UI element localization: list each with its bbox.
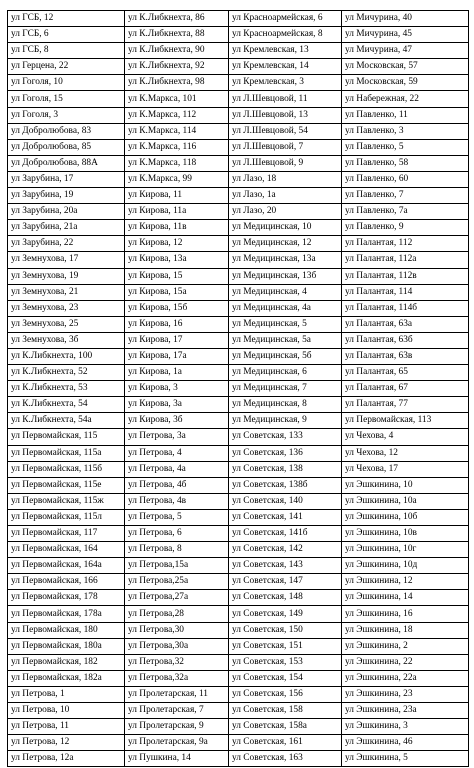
address-cell: ул Павленко, 11 — [342, 107, 469, 123]
address-cell: ул Кирова, 13а — [125, 252, 229, 268]
address-cell: ул Эшкинина, 10д — [342, 558, 469, 574]
address-cell: ул Советская, 133 — [229, 429, 342, 445]
address-cell: ул Кирова, 3 — [125, 381, 229, 397]
address-cell: ул Медицинская, 5 — [229, 316, 342, 332]
table-row — [8, 397, 469, 413]
address-cell: ул Эшкинина, 10в — [342, 526, 469, 542]
address-cell: ул К.Маркса, 116 — [125, 139, 229, 155]
address-cell: ул Советская, 150 — [229, 622, 342, 638]
address-cell: ул Земнухова, 17 — [8, 252, 125, 268]
address-cell: ул К.Либкнехта, 100 — [8, 348, 125, 364]
address-cell: ул Медицинская, 13б — [229, 268, 342, 284]
address-cell: ул К.Либкнехта, 53 — [8, 381, 125, 397]
table-row — [8, 220, 469, 236]
address-cell: ул Петрова, 1 — [8, 686, 125, 702]
address-cell: ул Эшкинина, 2 — [342, 638, 469, 654]
address-cell: ул Петрова, 12 — [8, 735, 125, 751]
table-row — [8, 413, 469, 429]
address-cell: ул К.Либкнехта, 54а — [8, 413, 125, 429]
address-cell: ул Набережная, 22 — [342, 91, 469, 107]
address-cell: ул Первомайская, 117 — [8, 526, 125, 542]
address-cell: ул Мичурина, 45 — [342, 27, 469, 43]
address-cell: ул Зарубина, 20а — [8, 204, 125, 220]
address-cell: ул Московская, 59 — [342, 75, 469, 91]
address-cell: ул Палантая, 112 — [342, 236, 469, 252]
address-cell: ул Мичурина, 47 — [342, 43, 469, 59]
address-cell: ул Медицинская, 5а — [229, 332, 342, 348]
table-row — [8, 461, 469, 477]
table-row — [8, 719, 469, 735]
address-cell: ул Первомайская, 113 — [342, 413, 469, 429]
address-cell: ул Палантая, 63в — [342, 348, 469, 364]
address-cell: ул К.Маркса, 114 — [125, 123, 229, 139]
address-cell: ул К.Маркса, 101 — [125, 91, 229, 107]
address-cell: ул Медицинская, 5б — [229, 348, 342, 364]
address-cell: ул Земнухова, 19 — [8, 268, 125, 284]
address-cell: ул Медицинская, 4а — [229, 300, 342, 316]
address-cell: ул Эшкинина, 14 — [342, 590, 469, 606]
table-row — [8, 236, 469, 252]
address-list-page — [7, 10, 468, 767]
address-cell: ул Петрова, 12а — [8, 751, 125, 767]
address-cell: ул Кремлевская, 3 — [229, 75, 342, 91]
address-cell: ул Павленко, 9 — [342, 220, 469, 236]
address-cell: ул Кирова, 3б — [125, 413, 229, 429]
address-cell: ул Кирова, 11 — [125, 188, 229, 204]
address-cell: ул Эшкинина, 5 — [342, 751, 469, 767]
address-cell: ул Петрова, 6 — [125, 526, 229, 542]
table-row — [8, 332, 469, 348]
address-cell: ул Земнухова, 23 — [8, 300, 125, 316]
address-cell: ул Пролетарская, 9а — [125, 735, 229, 751]
address-cell: ул Кирова, 15а — [125, 284, 229, 300]
table-row — [8, 107, 469, 123]
address-cell: ул Палантая, 67 — [342, 381, 469, 397]
address-cell: ул Кирова, 11в — [125, 220, 229, 236]
address-cell: ул Палантая, 112а — [342, 252, 469, 268]
address-cell: ул Первомайская, 178а — [8, 606, 125, 622]
address-cell: ул Петрова, 4б — [125, 477, 229, 493]
address-cell: ул Мичурина, 40 — [342, 11, 469, 27]
address-cell: ул Палантая, 112в — [342, 268, 469, 284]
address-cell: ул Палантая, 65 — [342, 365, 469, 381]
address-cell: ул Павленко, 7 — [342, 188, 469, 204]
table-row — [8, 204, 469, 220]
address-cell: ул Советская, 138 — [229, 461, 342, 477]
table-row — [8, 542, 469, 558]
address-cell: ул Петрова,32 — [125, 654, 229, 670]
address-cell: ул Первомайская, 180 — [8, 622, 125, 638]
table-row — [8, 509, 469, 525]
address-cell: ул Зарубина, 22 — [8, 236, 125, 252]
address-cell: ул Медицинская, 8 — [229, 397, 342, 413]
address-cell: ул К.Либкнехта, 88 — [125, 27, 229, 43]
table-row — [8, 622, 469, 638]
address-cell: ул К.Маркса, 99 — [125, 171, 229, 187]
address-cell: ул Эшкинина, 10а — [342, 493, 469, 509]
address-cell: ул Кирова, 17 — [125, 332, 229, 348]
address-cell: ул Советская, 153 — [229, 654, 342, 670]
address-cell: ул Кирова, 12 — [125, 236, 229, 252]
address-cell: ул Кремлевская, 14 — [229, 59, 342, 75]
address-cell: ул Кирова, 1а — [125, 365, 229, 381]
address-cell: ул Петрова,15а — [125, 558, 229, 574]
address-cell: ул Красноармейская, 6 — [229, 11, 342, 27]
table-row — [8, 751, 469, 767]
address-cell: ул Зарубина, 19 — [8, 188, 125, 204]
address-cell: ул Лазо, 1а — [229, 188, 342, 204]
address-cell: ул Добролюбова, 88А — [8, 155, 125, 171]
address-cell: ул Кирова, 15 — [125, 268, 229, 284]
address-cell: ул Л.Шевцовой, 11 — [229, 91, 342, 107]
address-cell: ул Палантая, 114б — [342, 300, 469, 316]
address-cell: ул Палантая, 77 — [342, 397, 469, 413]
address-cell: ул Советская, 154 — [229, 670, 342, 686]
address-cell: ул Красноармейская, 8 — [229, 27, 342, 43]
address-cell: ул Эшкинина, 46 — [342, 735, 469, 751]
address-cell: ул Советская, 161 — [229, 735, 342, 751]
address-cell: ул Кирова, 11а — [125, 204, 229, 220]
address-cell: ул Добролюбова, 85 — [8, 139, 125, 155]
address-cell: ул Медицинская, 9 — [229, 413, 342, 429]
address-cell: ул Эшкинина, 23 — [342, 686, 469, 702]
address-cell: ул Советская, 141б — [229, 526, 342, 542]
address-cell: ул Петрова, 3а — [125, 429, 229, 445]
address-cell: ул Эшкинина, 18 — [342, 622, 469, 638]
table-row — [8, 139, 469, 155]
address-cell: ул Первомайская, 166 — [8, 574, 125, 590]
address-cell: ул Эшкинина, 10б — [342, 509, 469, 525]
address-cell: ул Первомайская, 115ж — [8, 493, 125, 509]
address-cell: ул Первомайская, 115е — [8, 477, 125, 493]
address-cell: ул Советская, 147 — [229, 574, 342, 590]
address-cell: ул Первомайская, 115а — [8, 445, 125, 461]
address-cell: ул Советская, 142 — [229, 542, 342, 558]
address-cell: ул Московская, 57 — [342, 59, 469, 75]
address-cell: ул Павленко, 7а — [342, 204, 469, 220]
address-table — [7, 10, 469, 767]
table-row — [8, 123, 469, 139]
address-cell: ул ГСБ, 12 — [8, 11, 125, 27]
address-cell: ул Петрова, 4в — [125, 493, 229, 509]
table-row — [8, 316, 469, 332]
address-cell: ул Павленко, 3 — [342, 123, 469, 139]
address-cell: ул Первомайская, 180а — [8, 638, 125, 654]
table-row — [8, 11, 469, 27]
address-cell: ул Л.Шевцовой, 54 — [229, 123, 342, 139]
address-cell: ул Чехова, 4 — [342, 429, 469, 445]
address-cell: ул Петрова,32а — [125, 670, 229, 686]
address-cell: ул Советская, 148 — [229, 590, 342, 606]
address-cell: ул Первомайская, 182а — [8, 670, 125, 686]
address-cell: ул Чехова, 12 — [342, 445, 469, 461]
address-cell: ул Пролетарская, 7 — [125, 703, 229, 719]
address-cell: ул Павленко, 5 — [342, 139, 469, 155]
address-cell: ул Гоголя, 15 — [8, 91, 125, 107]
address-cell: ул Эшкинина, 3 — [342, 719, 469, 735]
address-cell: ул Первомайская, 115 — [8, 429, 125, 445]
table-row — [8, 429, 469, 445]
table-row — [8, 188, 469, 204]
address-cell: ул Советская, 143 — [229, 558, 342, 574]
address-cell: ул К.Либкнехта, 54 — [8, 397, 125, 413]
address-cell: ул Петрова,27а — [125, 590, 229, 606]
address-cell: ул К.Либкнехта, 90 — [125, 43, 229, 59]
table-row — [8, 477, 469, 493]
address-cell: ул Советская, 158 — [229, 703, 342, 719]
address-cell: ул Эшкинина, 12 — [342, 574, 469, 590]
address-cell: ул Медицинская, 12 — [229, 236, 342, 252]
address-cell: ул Петрова,28 — [125, 606, 229, 622]
table-row — [8, 493, 469, 509]
table-row — [8, 445, 469, 461]
address-cell: ул Павленко, 58 — [342, 155, 469, 171]
address-cell: ул Советская, 151 — [229, 638, 342, 654]
address-cell: ул Кремлевская, 13 — [229, 43, 342, 59]
address-cell: ул Пушкина, 14 — [125, 751, 229, 767]
address-cell: ул Чехова, 17 — [342, 461, 469, 477]
address-cell: ул Петрова, 4а — [125, 461, 229, 477]
table-row — [8, 381, 469, 397]
table-row — [8, 574, 469, 590]
address-cell: ул Советская, 158а — [229, 719, 342, 735]
address-cell: ул Пролетарская, 9 — [125, 719, 229, 735]
address-cell: ул ГСБ, 6 — [8, 27, 125, 43]
address-cell: ул Первомайская, 182 — [8, 654, 125, 670]
address-cell: ул Гоголя, 10 — [8, 75, 125, 91]
table-row — [8, 252, 469, 268]
address-cell: ул Лазо, 20 — [229, 204, 342, 220]
address-cell: ул Медицинская, 10 — [229, 220, 342, 236]
address-cell: ул Герцена, 22 — [8, 59, 125, 75]
address-cell: ул Л.Шевцовой, 13 — [229, 107, 342, 123]
address-cell: ул ГСБ, 8 — [8, 43, 125, 59]
address-cell: ул Л.Шевцовой, 9 — [229, 155, 342, 171]
table-row — [8, 171, 469, 187]
address-cell: ул К.Либкнехта, 86 — [125, 11, 229, 27]
address-cell: ул Кирова, 3а — [125, 397, 229, 413]
address-cell: ул Первомайская, 164а — [8, 558, 125, 574]
table-row — [8, 43, 469, 59]
address-cell: ул Советская, 149 — [229, 606, 342, 622]
table-row — [8, 606, 469, 622]
table-row — [8, 638, 469, 654]
address-cell: ул Земнухова, 3б — [8, 332, 125, 348]
table-row — [8, 300, 469, 316]
table-row — [8, 365, 469, 381]
address-cell: ул Первомайская, 178 — [8, 590, 125, 606]
address-cell: ул Медицинская, 13а — [229, 252, 342, 268]
address-cell: ул Эшкинина, 23а — [342, 703, 469, 719]
table-row — [8, 268, 469, 284]
table-row — [8, 75, 469, 91]
address-cell: ул Советская, 140 — [229, 493, 342, 509]
address-cell: ул Добролюбова, 83 — [8, 123, 125, 139]
table-row — [8, 735, 469, 751]
address-cell: ул Эшкинина, 22а — [342, 670, 469, 686]
address-cell: ул Эшкинина, 10 — [342, 477, 469, 493]
address-cell: ул Петрова, 5 — [125, 509, 229, 525]
table-row — [8, 284, 469, 300]
table-row — [8, 348, 469, 364]
address-cell: ул Гоголя, 3 — [8, 107, 125, 123]
address-cell: ул Л.Шевцовой, 7 — [229, 139, 342, 155]
address-cell: ул Палантая, 63а — [342, 316, 469, 332]
address-cell: ул Кирова, 16 — [125, 316, 229, 332]
address-cell: ул Советская, 156 — [229, 686, 342, 702]
address-cell: ул К.Либкнехта, 98 — [125, 75, 229, 91]
address-cell: ул Петрова, 8 — [125, 542, 229, 558]
address-cell: ул Петрова, 10 — [8, 703, 125, 719]
address-cell: ул Палантая, 114 — [342, 284, 469, 300]
address-table-body — [8, 11, 469, 767]
table-row — [8, 91, 469, 107]
table-row — [8, 59, 469, 75]
address-cell: ул Первомайская, 164 — [8, 542, 125, 558]
address-cell: ул Советская, 138б — [229, 477, 342, 493]
address-cell: ул Палантая, 63б — [342, 332, 469, 348]
address-cell: ул Эшкинина, 22 — [342, 654, 469, 670]
table-row — [8, 155, 469, 171]
address-cell: ул Кирова, 15б — [125, 300, 229, 316]
address-cell: ул Земнухова, 21 — [8, 284, 125, 300]
address-cell: ул Пролетарская, 11 — [125, 686, 229, 702]
table-row — [8, 654, 469, 670]
address-cell: ул Петрова, 4 — [125, 445, 229, 461]
address-cell: ул Эшкинина, 10г — [342, 542, 469, 558]
address-cell: ул Петрова,25а — [125, 574, 229, 590]
address-cell: ул Медицинская, 6 — [229, 365, 342, 381]
table-row — [8, 686, 469, 702]
address-cell: ул Петрова,30 — [125, 622, 229, 638]
table-row — [8, 590, 469, 606]
table-row — [8, 558, 469, 574]
address-cell: ул Зарубина, 17 — [8, 171, 125, 187]
address-cell: ул Земнухова, 25 — [8, 316, 125, 332]
table-row — [8, 526, 469, 542]
address-cell: ул К.Маркса, 112 — [125, 107, 229, 123]
address-cell: ул Медицинская, 4 — [229, 284, 342, 300]
table-row — [8, 703, 469, 719]
table-row — [8, 670, 469, 686]
address-cell: ул Медицинская, 7 — [229, 381, 342, 397]
address-cell: ул К.Либкнехта, 92 — [125, 59, 229, 75]
address-cell: ул Первомайская, 115б — [8, 461, 125, 477]
address-cell: ул Петрова, 11 — [8, 719, 125, 735]
table-row — [8, 27, 469, 43]
address-cell: ул Советская, 163 — [229, 751, 342, 767]
address-cell: ул Петрова,30а — [125, 638, 229, 654]
address-cell: ул Эшкинина, 16 — [342, 606, 469, 622]
address-cell: ул Советская, 136 — [229, 445, 342, 461]
address-cell: ул Лазо, 18 — [229, 171, 342, 187]
address-cell: ул Первомайская, 115л — [8, 509, 125, 525]
address-cell: ул Кирова, 17а — [125, 348, 229, 364]
address-cell: ул Советская, 141 — [229, 509, 342, 525]
address-cell: ул К.Маркса, 118 — [125, 155, 229, 171]
address-cell: ул Зарубина, 21а — [8, 220, 125, 236]
address-cell: ул Павленко, 60 — [342, 171, 469, 187]
address-cell: ул К.Либкнехта, 52 — [8, 365, 125, 381]
